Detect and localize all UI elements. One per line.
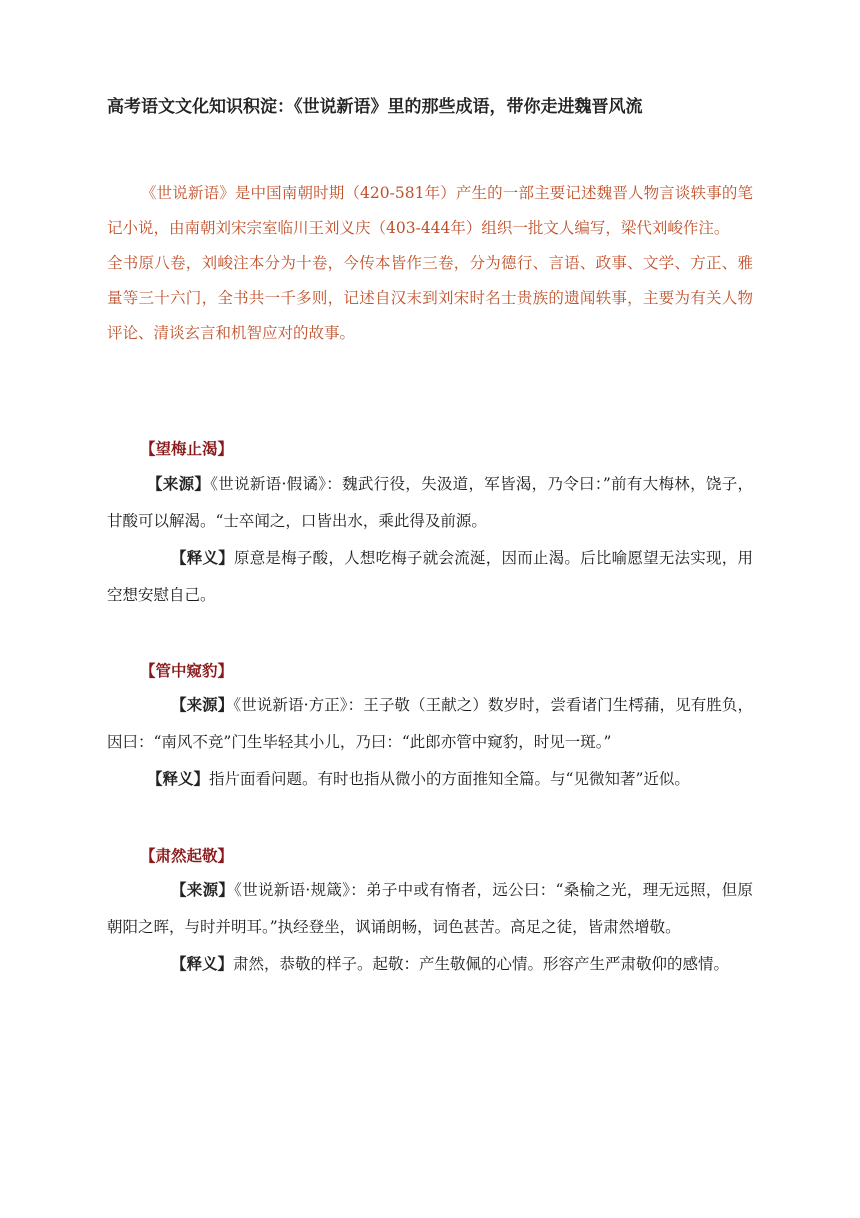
entry-body-3 [107,872,753,983]
entry-heading-1: 【望梅止渴】 [140,440,234,458]
source-text: 《世说新语·规箴》：弟子中或有惰者，远公曰：“桑榆之光，理无远照，但原朝阳之晖，与时并明耳。”执经登坐，讽诵朗畅，词色甚苦。高足之徒，皆肃然增敬。 [107,881,753,936]
entry-meaning-3 [107,946,753,983]
source-label: 【来源】 [171,881,235,899]
entry-source-3 [107,872,753,946]
entry-body-1 [107,466,753,614]
intro-paragraph-1: 《世说新语》是中国南朝时期（420-581年）产生的一部主要记述魏晋人物言谈轶事的笔记小说，由南朝刘宋宗室临川王刘义庆（403-444年）组织一批文人编写，梁代刘峻作注。 [107,184,753,237]
entry-meaning-2 [107,761,753,798]
entry-body-2 [107,687,753,798]
meaning-text: 肃然，恭敬的样子。起敬：产生敬佩的心情。形容产生严肃敬仰的感情。 [233,955,730,973]
entry-heading-3: 【肃然起敬】 [140,847,234,865]
meaning-label: 【释义】 [171,955,234,973]
meaning-label: 【释义】 [147,770,210,788]
entry-source-2 [107,687,753,761]
source-text: 《世说新语·假谲》：魏武行役，失汲道，军皆渴，乃令曰：”前有大梅林，饶子，甘酸可以解渴。“士卒闻之，口皆出水，乘此得及前源。 [107,475,753,530]
intro-paragraph-2: 全书原八卷，刘峻注本分为十卷，今传本皆作三卷，分为德行、言语、政事、文学、方正、雅量等三十六门，全书共一千多则，记述自汉末到刘宋时名士贵族的遗闻轶事，主要为有关人物评论、清谈玄言和机智应对的故事。 [107,254,753,342]
meaning-label: 【释义】 [171,549,234,567]
intro-section [107,176,753,351]
entry-source-1 [107,466,753,540]
document-title: 高考语文文化知识积淀：《世说新语》里的那些成语，带你走进魏晋风流 [107,97,643,117]
entry-heading-2: 【管中窥豹】 [140,662,234,680]
source-label: 【来源】 [171,696,234,714]
entry-meaning-1 [107,540,753,614]
source-label: 【来源】 [147,475,211,493]
source-text: 《世说新语·方正》：王子敬（王献之）数岁时，尝看诸门生樗蒱，见有胜负，因曰：“南风不竞”门生毕轻其小儿，乃曰：“此郎亦管中窥豹，时见一斑。” [107,696,753,751]
meaning-text: 原意是梅子酸，人想吃梅子就会流涎，因而止渴。后比喻愿望无法实现，用空想安慰自己。 [107,549,753,604]
meaning-text: 指片面看问题。有时也指从微小的方面推知全篇。与“见微知著”近似。 [209,770,690,788]
